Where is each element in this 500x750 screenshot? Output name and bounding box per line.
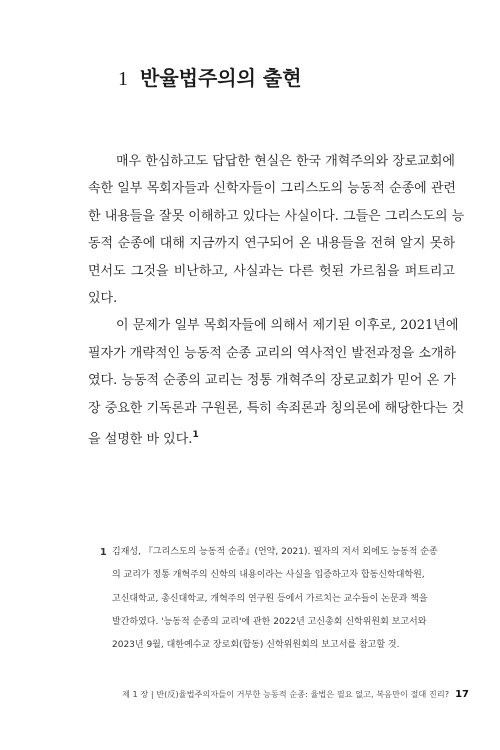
body-text [88,148,465,449]
footnote [100,541,457,657]
footnote-line: 김재성, 『그리스도의 능동적 순종』(언약, 2021). 필자의 저서 외에도 능동적 순종 [112,547,438,557]
body-line: 속한 일부 목회자들과 신학자들이 그리스도의 능동적 순종에 관련 [88,181,456,197]
page-number: 17 [455,689,470,700]
body-line: 이 문제가 일부 목회자들에 의해서 제기된 이후로, 2021년에 [116,318,459,334]
body-line: 동적 순종에 대해 지금까지 연구되어 온 내용들을 전혀 알지 못하 [88,236,455,252]
page-footer [122,689,470,700]
footnote-line: 2023년 9월, 대한예수교 장로회(합동) 신학위원회의 보고서를 참고할 것. [112,640,400,651]
footnote-line: 발간하였다. '능동적 순종의 교리'에 관한 2022년 고신총회 신학위원회 보고서와 [112,616,427,627]
body-line: 매우 한심하고도 답답한 현실은 한국 개혁주의와 장로교회에 [116,154,455,169]
body-line: 였다. 능동적 순종의 교리는 정통 개혁주의 장로교회가 믿어 온 가 [88,373,456,389]
footnote-line: 의 교리가 정통 개혁주의 신학의 내용이라는 사실을 입증하고자 합동신학대학원, [112,570,425,581]
running-head: 제 1 장 | 반(反)율법주의자들이 거부한 능동적 순종: 율법은 필요 없고, 복음만이 절대 진리? [122,689,450,699]
body-line: 있다. [88,290,118,306]
body-line-last [88,422,455,449]
footnote-reference[interactable]: 1 [192,429,199,440]
section-heading [118,62,302,91]
footnote-number: 1 [100,547,107,558]
section-title: 반율법주의의 출현 [140,66,302,90]
body-line: 면서도 그것을 비난하고, 사실과는 다른 헛된 가르침을 퍼트리고 [88,263,455,279]
body-line: 장 중요한 기독론과 구원론, 특히 속죄론과 칭의론에 해당한다는 것 [88,400,465,416]
footnote-line: 고신대학교, 총신대학교, 개혁주의 연구원 등에서 가르치는 교수들이 논문과 책을 [112,593,428,604]
body-line-text: 을 설명한 바 있다. [88,431,193,447]
body-line: 한 내용들을 잘못 이해하고 있다는 사실이다. 그들은 그리스도의 능 [88,208,465,224]
body-line: 필자가 개략적인 능동적 순종 교리의 역사적인 발전과정을 소개하 [88,345,456,361]
section-number: 1 [118,68,128,90]
